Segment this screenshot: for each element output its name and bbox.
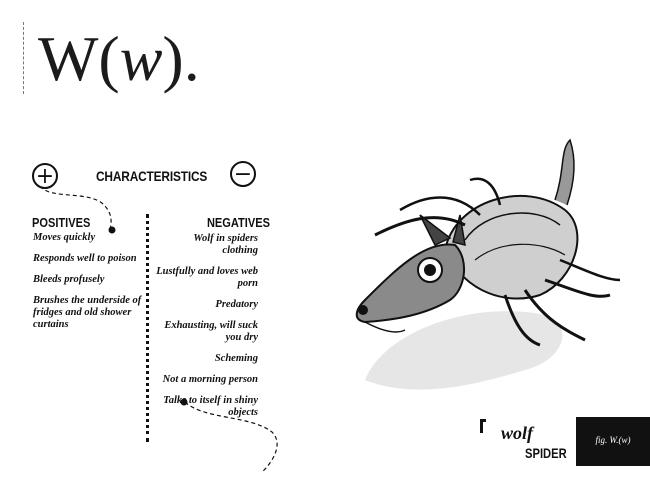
negatives-heading: NEGATIVES (206, 215, 270, 230)
negatives-list (156, 233, 258, 428)
list-item: Not a morning person (162, 374, 258, 385)
list-item: Scheming (214, 353, 258, 364)
page-title: W(w). (38, 23, 200, 94)
positives-heading: POSITIVES (32, 215, 91, 230)
wolf-spider-illustration (325, 130, 625, 410)
characteristics-heading: CHARACTERISTICS (96, 168, 208, 184)
list-item: Responds well to poison (33, 253, 137, 264)
caption-mark (480, 419, 486, 433)
list-item: Lustfully and loves web porn (156, 266, 258, 289)
caption-wolf: wolf (501, 423, 534, 443)
plus-icon: + (32, 163, 58, 189)
list-item: Exhausting, will suck you dry (164, 320, 258, 343)
list-item: Wolf in spiders clothing (193, 233, 258, 256)
list-item: Predatory (215, 299, 258, 310)
positives-list (33, 232, 165, 340)
list-item: Bleeds profusely (33, 274, 105, 285)
minus-icon: − (230, 161, 256, 187)
list-item: Talks to itself in shiny objects (163, 395, 258, 418)
caption-spider: SPIDER (525, 445, 567, 461)
list-item: Brushes the underside of fridges and old shower curtains (33, 295, 142, 330)
fig-label: fig. W.(w) (595, 435, 631, 445)
list-item: Moves quickly (33, 232, 96, 243)
